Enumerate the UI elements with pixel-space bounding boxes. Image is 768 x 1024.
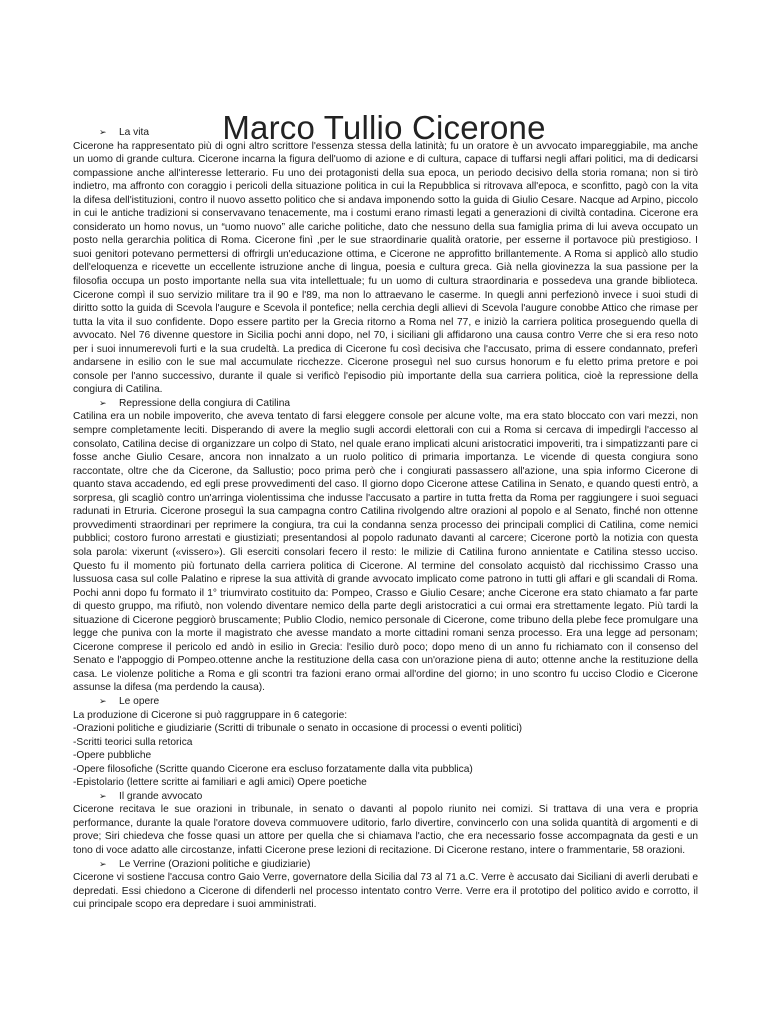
section-paragraph-avvocato: Cicerone recitava le sue orazioni in tribunale, in senato o davanti al popolo riunito nei comizi. Si trattava di una vera e propria performance, durante la quale l'oratore doveva commuovere uditorio, farlo divertire, convincerlo con una solida quantità di argomenti e di prove; Siri chiedeva che fosse quasi un attore per quella che si chiamava l'actio, che era necessario fosse accompagnata da gesti e un tono di voce adatto alle circostanze, infatti Cicerone prese lezioni di recitazione. Di Cicerone restano, intere o frammentarie, 58 orazioni. [73, 804, 698, 856]
arrow-bullet-icon: ➢ [99, 397, 107, 408]
section-heading-label: Le Verrine (Orazioni politiche e giudiziarie) [119, 858, 311, 870]
arrow-bullet-icon: ➢ [99, 127, 107, 137]
section-heading-avvocato [73, 790, 698, 804]
list-item: -Opere filosofiche (Scritte quando Cicerone era escluso forzatamente dalla vita pubblica) [73, 763, 473, 775]
document-title: Marco Tullio Cicerone [222, 109, 546, 147]
arrow-bullet-icon: ➢ [99, 858, 107, 869]
section-heading-verrine [73, 858, 698, 872]
section-heading-label: Il grande avvocato [119, 790, 203, 802]
section-heading-la-vita [73, 126, 698, 140]
document-body [73, 126, 698, 912]
list-item: -Orazioni politiche e giudiziarie (Scritti di tribunale o senato in occasione di processi o eventi politici) [73, 723, 523, 735]
section-paragraph-verrine: Cicerone vi sostiene l'accusa contro Gaio Verre, governatore della Sicilia dal 73 al 71 a.C. Verre è accusato dai Siciliani di averli derubati e depredati. Essi chiedono a Cicerone di difenderli nel processo intentato contro Verre. Verre era il prototipo del politico avido e corrotto, il cui principale scopo era depredare i suoi amministrati. [73, 872, 698, 911]
section-heading-label: La vita [119, 127, 150, 138]
list-item: -Opere pubbliche [73, 750, 152, 762]
section-heading-congiura [73, 397, 698, 411]
section-heading-opere [73, 695, 698, 709]
section-heading-label: Le opere [119, 695, 160, 707]
arrow-bullet-icon: ➢ [99, 695, 107, 706]
section-paragraph-congiura: Catilina era un nobile impoverito, che aveva tentato di farsi eleggere console per alcune volte, ma era stato bloccato con vari mezzi, non sempre completamente leciti. Disperando di avere la meglio sugli accordi elettorali con cui a Roma si cercava di impedirgli l'accesso al consolato, Catilina decise di organizzare un colpo di Stato, nel quale erano implicati alcuni aristocratici impoveriti, tra i simpatizzanti pare ci fosse anche Giulio Cesare, ancora non innalzato a un ruolo politico di primaria importanza. Le vicende di questa congiura sono raccontate, oltre che da Cicerone, da Sallustio; poco prima però che i congiurati passassero all'azione, una spia informo Cicerone di quanto stava accadendo, ed egli prese provvedimenti del caso. Il giorno dopo Cicerone attese Catilina in Senato, e quando questi entrò, a sorpresa, gli scagliò contro un'arringa violentissima che indusse l'accusato a partire in tutta fretta da Roma per raggiungere i suoi seguaci radunati in Etruria. Cicerone proseguì la sua campagna contro Catilina rivolgendo altre orazioni al popolo e al Senato, finché non ottenne provvedimenti straordinari per reprimere la congiura, tra cui la condanna senza processo dei principali complici di Catilina, come nemici pubblici; costoro furono arrestati e giustiziati; presentandosi al popolo radunato davanti al carcere; Cicerone portò la notizia con questa sola parola: vixerunt («vissero»). Gli eserciti consolari fecero il resto: le milizie di Catilina furono annientate e Catilina stesso ucciso. Questo fu il momento più fortunato della carriera politica di Cicerone. Al termine del consolato acquistò dal ricchissimo Crasso una lussuosa casa sul colle Palatino e riprese la sua attività di grande avvocato implicato come patrono in tutti gli affari e gli scandali di Roma. Pochi anni dopo fu formato il 1° triumvirato costituito da: Pompeo, Crasso e Giulio Cesare; anche Cicerone era stato chiamato a far parte di questo gruppo, ma rifiutò, non volendo diventare nemico della parte degli aristocratici a cui ormai era strettamente legato. Più tardi la situazione di Cicerone peggiorò bruscamente; Publio Clodio, nemico personale di Cicerone, come tribuno della plebe fece promulgare una legge che puniva con la morte il magistrato che avesse mandato a morte cittadini romani senza processo. Era una legge ad personam; Cicerone comprese il pericolo ed andò in esilio in Grecia: l'esilio durò poco; dopo meno di un anno fu richiamato con il consenso del Senato e l'appoggio di Pompeo.ottenne anche la restituzione della casa con un'orazione piena di auto; ottenne anche la restituzione della casa. Le violenze politiche a Roma e gli scontri tra fazioni erano ormai all'ordine del giorno; in uno scontro fu ucciso Clodio e Cicerone assunse la difesa (ma perdendo la causa). [73, 411, 698, 694]
list-item: -Epistolario (lettere scritte ai familiari e agli amici) Opere poetiche [73, 777, 367, 789]
opere-intro: La produzione di Cicerone si può raggruppare in 6 categorie: [73, 709, 348, 721]
arrow-bullet-icon: ➢ [99, 790, 107, 801]
section-heading-label: Repressione della congiura di Catilina [119, 397, 291, 409]
section-paragraph-la-vita: Cicerone ha rappresentato più di ogni altro scrittore l'essenza stessa della latinità; fu un oratore è un avvocato impareggiabile, ma anche un uomo di grande cultura. Cicerone incarna la figura dell'uomo di azione e di cultura, capace di tuffarsi negli affari politici, ma di dedicarsi compassione anche all'interesse letterario. Fu uno dei protagonisti della sua epoca, un periodo decisivo della storia romana; non si tirò indietro, ma affronto con coraggio i pericoli della situazione politica in cui la Repubblica si ritrovava all'epoca, e sconfitto, pagò con la vita la difesa dell'istituzioni, contro il nuovo assetto politico che si andava imponendo sotto la guida di Giulio Cesare. Nacque ad Arpino, piccolo in cui le antiche tradizioni si conservavano tenacemente, ma i costumi erano rimasti legati a generazioni di civiltà contadina. Cicerone era considerato un homo novus, un “uomo nuovo” alle cariche politiche, dato che nessuno della sua famiglia prima di lui aveva occupato un posto nella gerarchia politica di Roma. Cicerone finì ,per le sue straordinarie qualità oratorie, per esserne il portavoce più prestigioso. I suoi genitori potevano permettersi di offrirgli un'educazione ottima, e Cicerone ne approfitto brillantemente. A Roma si applicò allo studio dell'eloquenza e ricevette un eccellente istruzione anche di lingua, poesia e cultura greca. Già nella giovinezza la sua passione per la filosofia occupa un posto importante nella sua vita intellettuale; fu un uomo di cultura straordinaria e possedeva una grande biblioteca. Cicerone compì il suo servizio militare tra il 90 e l'89, ma non lo attraevano le caserme. In quegli anni perfezionò invece i suoi studi di diritto sotto la guida di Scevola l'augure e Scevola il pontefice; nella cerchia degli allievi di Scevola l'augure conobbe Attico che rimase per tutta la vita il suo confidente. Dopo essere partito per la Grecia ritorno a Roma nel 77, e iniziò la carriera politica proseguendo quella di avvocato. Nel 76 divenne questore in Sicilia pochi anni dopo, nel 70, i siciliani gli affidarono una causa contro Verre che si era reso noto per i suoi innumerevoli furti e la sua crudeltà. La predica di Cicerone fu così decisiva che l'accusato, prima di essere condannato, preferì andarsene in esilio con le sue mal accumulate ricchezze. Cicerone proseguì nel suo cursus honorum e fu eletto prima pretore e poi console per l'anno successivo, durante il quale si verificò l'episodio più importante della sua carriera politica, cioè la repressione della congiura di Catilina. [73, 140, 698, 396]
list-item: -Scritti teorici sulla retorica [73, 736, 193, 748]
